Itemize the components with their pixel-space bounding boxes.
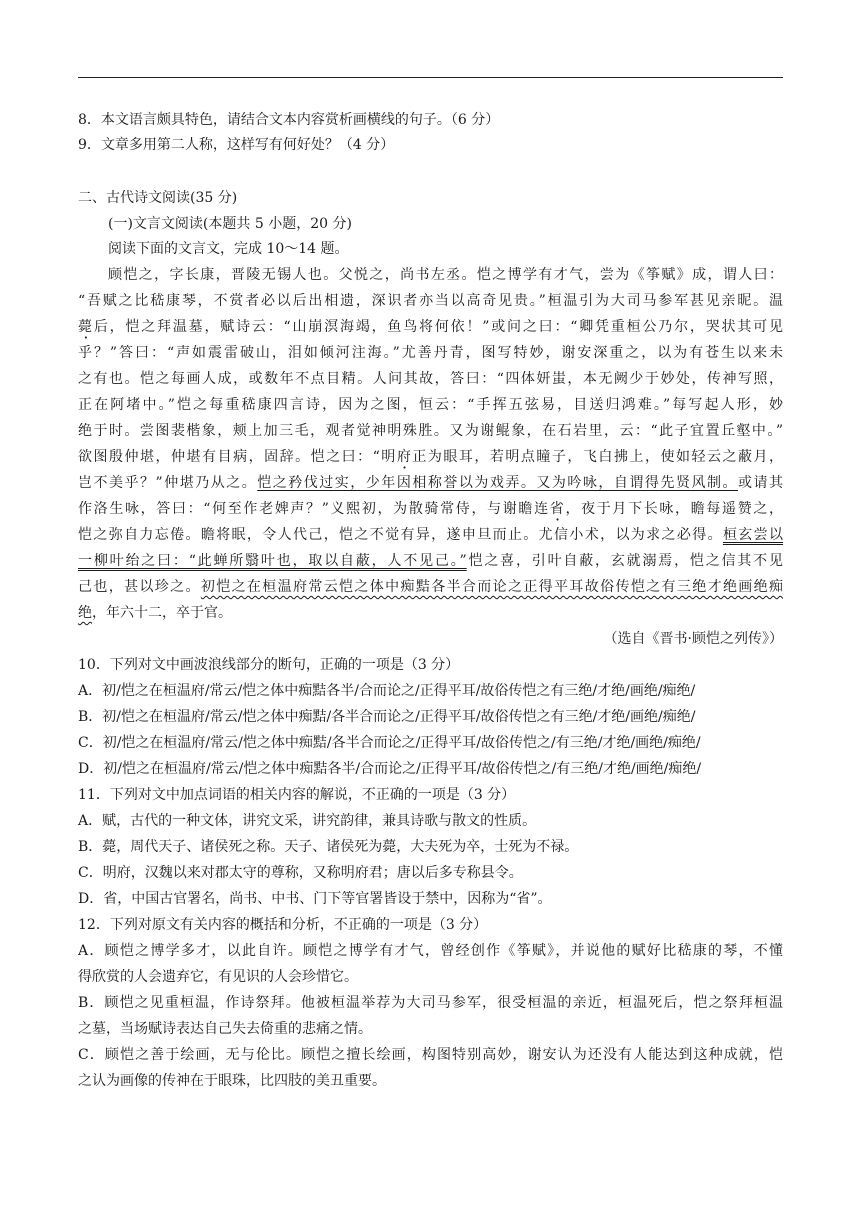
dotted-word-sheng: 省 — [549, 501, 566, 517]
option-c-continued: 之认为画像的传神在于眼珠，比四肢的美丑重要。 — [78, 1073, 386, 1089]
passage-text: 正在阿堵中。”恺之每重嵇康四言诗，因为之图，恒云：“手挥五弦易，目送归鸿难。”每写起人形，妙 — [78, 397, 783, 413]
passage-source: （选自《晋书·顾恺之列传》） — [603, 631, 783, 647]
instructions: 阅读下面的文言文，完成 10～14 题。 — [108, 241, 349, 257]
passage-line — [78, 500, 783, 518]
passage-line — [78, 552, 783, 570]
wavy-underlined-text: 绝 — [78, 605, 92, 621]
section-heading: 二、古代诗文阅读(35 分) — [78, 190, 238, 206]
option-b: B．初/恺之在桓温府/常云/恺之体中痴黠/各半合而论之/正得平耳/故俗传恺之有三绝/才绝/画绝/痴绝/ — [78, 709, 696, 725]
passage-text: 作洛生咏，答曰：“何至作老婢声？”义熙初，为散骑常侍，与谢瞻连 — [78, 501, 550, 517]
passage-text: 岂不美乎？”仲堪乃从之。 — [78, 475, 258, 491]
passage-text: 正为眼耳，若明点瞳子，飞白拂上，使如轻云之蔽月， — [412, 449, 784, 465]
passage-line — [78, 578, 783, 596]
top-rule — [78, 77, 783, 78]
option-c: C．明府，汉魏以来对郡太守的尊称，又称明府君；唐以后多专称县令。 — [78, 865, 523, 881]
option-a-continued: 得欣赏的人会遗弃它，有见识的人会珍惜它。 — [78, 969, 358, 985]
passage-text: 恺之喜，引叶自蔽，玄就溺焉，恺之信其不见 — [466, 553, 783, 569]
option-c: C．初/恺之在桓温府/常云/恺之体中痴黠/各半合而论之/正得平耳/故俗传恺之/有三绝/才绝/画绝/痴绝/ — [78, 735, 701, 751]
passage-line — [78, 604, 783, 622]
question-11: 11．下列对文中加点词语的相关内容的解说，不正确的一项是（3 分） — [78, 787, 516, 803]
question-12: 12．下列对原文有关内容的概括和分析，不正确的一项是（3 分） — [78, 917, 488, 933]
underlined-sentence: 桓玄尝以 — [722, 527, 784, 543]
passage-text: 之有也。恺之每画人成，或数年不点目精。人问其故，答曰：“四体妍蚩，本无阙少于妙处，传神写照， — [78, 371, 783, 387]
wavy-underlined-text: 初恺之在桓温府常云恺之体中痴黠各半合而论之正得平耳故俗传恺之有三绝才绝画绝痴 — [200, 579, 784, 595]
question-9: 9．文章多用第二人称，这样写有何好处？（4 分） — [78, 137, 395, 153]
passage-line — [78, 292, 783, 310]
passage-line — [108, 266, 783, 284]
option-d: D．初/恺之在桓温府/常云/恺之体中痴黠各半/合而论之/正得平耳/故俗传恺之/有三绝/才绝/画绝/痴绝/ — [78, 761, 702, 777]
question-10: 10．下列对文中画波浪线部分的断句，正确的一项是（3 分） — [78, 657, 460, 673]
question-8: 8．本文语言颇具特色，请结合文本内容赏析画横线的句子。（6 分） — [78, 112, 500, 128]
option-d: D．省，中国古官署名，尚书、中书、门下等官署皆设于禁中，因称为“省”。 — [78, 891, 552, 907]
passage-text: 乎？”答曰：“声如震雷破山，泪如倾河注海。”尤善丹青，图写特妙，谢安深重之，以为有苍生以来未 — [78, 345, 783, 361]
passage-line — [78, 474, 783, 492]
passage-text: 后，恺之拜温墓，赋诗云：“山崩溟海竭，鱼鸟将何依！”或问之曰：“卿凭重桓公乃尔，哭状其可见 — [93, 319, 783, 335]
option-b: B．顾恺之见重桓温，作诗祭拜。他被桓温举荐为大司马参军，很受桓温的亲近，桓温死后，恺之祭拜桓温 — [78, 995, 783, 1011]
passage-text: 己也，甚以珍之。 — [78, 579, 201, 595]
dotted-word-hong: 薨 — [78, 319, 94, 335]
subsection-heading: (一)文言文阅读(本题共 5 小题，20 分) — [108, 216, 352, 232]
passage-line — [78, 396, 783, 414]
underlined-sentence: 恺之矜伐过实，少年因相称誉以为戏弄。又为吟咏，自谓得先贤风制。 — [257, 475, 738, 491]
passage-line — [78, 318, 783, 336]
passage-text: “吾赋之比嵇康琴，不赏者必以后出相遗，深识者亦当以高奇见贵。”桓温引为大司马参军甚见亲昵。温 — [78, 293, 783, 309]
passage-text: 或请其 — [737, 475, 783, 491]
dotted-word-mingfu: 府 — [396, 449, 413, 465]
passage-line — [78, 448, 783, 466]
option-b-continued: 之墓，当场赋诗表达自己失去倚重的悲痛之情。 — [78, 1021, 372, 1037]
passage-text: ，夜于月下长咏，瞻每遥赞之， — [565, 501, 784, 517]
option-b: B．薨，周代天子、诸侯死之称。天子、诸侯死为薨，大夫死为卒，士死为不禄。 — [78, 839, 579, 855]
passage-text: ，年六十二，卒于官。 — [92, 605, 232, 621]
option-a: A．初/恺之在桓温府/常云/恺之体中痴黠各半/合而论之/正得平耳/故俗传恺之有三绝/才绝/画绝/痴绝/ — [78, 683, 696, 699]
passage-text: 绝于时。尝图裴楷象，颊上加三毛，观者觉神明殊胜。又为谢鲲象，在石岩里，云：“此子宜置丘壑中。” — [78, 423, 783, 439]
passage-text: 恺之弥自力忘倦。瞻将眠，令人代己，恺之不觉有异，遂申旦而止。尤信小术，以为求之必得。 — [78, 527, 723, 543]
underlined-sentence: 一柳叶绐之曰：“此蝉所翳叶也，取以自蔽，人不见己。” — [78, 553, 467, 569]
passage-line — [78, 526, 783, 544]
passage-line — [78, 422, 783, 440]
option-a: A．赋，古代的一种文体，讲究文采，讲究韵律，兼具诗歌与散文的性质。 — [78, 813, 537, 829]
passage-text: 欲图殷仲堪，仲堪有目病，固辞。恺之曰：“明 — [78, 449, 397, 465]
passage-line — [78, 344, 783, 362]
passage-text: 顾恺之，字长康，晋陵无锡人也。父悦之，尚书左丞。恺之博学有才气，尝为《筝赋》成，谓人曰： — [108, 267, 783, 283]
option-c: C．顾恺之善于绘画，无与伦比。顾恺之擅长绘画，构图特别高妙，谢安认为还没有人能达到这种成就，恺 — [78, 1047, 783, 1063]
option-a: A．顾恺之博学多才，以此自许。顾恺之博学有才气，曾经创作《筝赋》，并说他的赋好比嵇康的琴，不懂 — [78, 943, 783, 959]
passage-line — [78, 370, 783, 388]
